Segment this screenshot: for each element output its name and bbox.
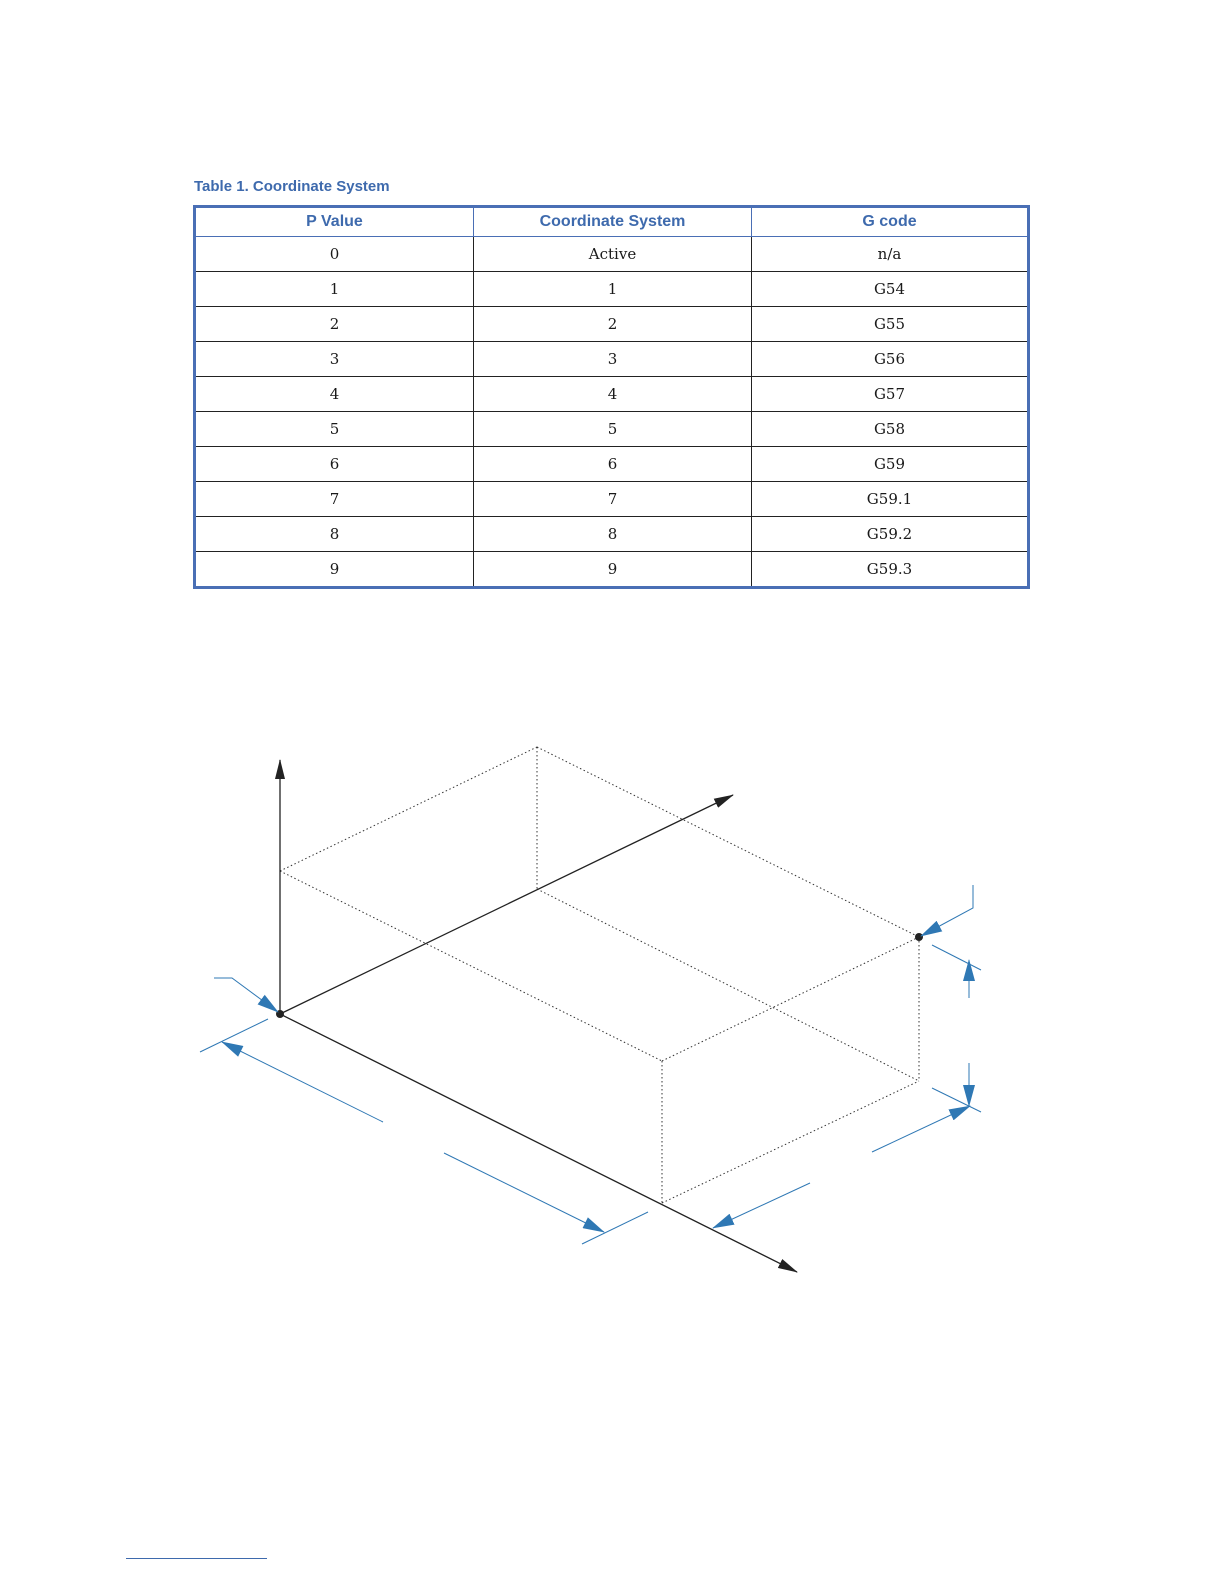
table-row <box>195 307 1029 342</box>
cell-coordinate-system: 6 <box>474 447 752 482</box>
cell-g-code: G59.2 <box>752 517 1029 552</box>
cell-g-code: G59.1 <box>752 482 1029 517</box>
table-row <box>195 377 1029 412</box>
table-row <box>195 447 1029 482</box>
leader-corner <box>921 885 973 936</box>
cell-g-code: G55 <box>752 307 1029 342</box>
cell-coordinate-system: 1 <box>474 272 752 307</box>
cell-coordinate-system: 2 <box>474 307 752 342</box>
table-row <box>195 552 1029 588</box>
cell-coordinate-system: 3 <box>474 342 752 377</box>
header-p-value: P Value <box>195 207 474 237</box>
cell-coordinate-system: 5 <box>474 412 752 447</box>
cell-p-value: 4 <box>195 377 474 412</box>
coordinate-box-diagram <box>0 700 1224 1320</box>
table-row <box>195 517 1029 552</box>
cell-coordinate-system: 8 <box>474 517 752 552</box>
table-row <box>195 412 1029 447</box>
cell-g-code: G56 <box>752 342 1029 377</box>
table-row <box>195 237 1029 272</box>
cell-p-value: 8 <box>195 517 474 552</box>
table-header-row <box>195 207 1029 237</box>
box-edges-dotted <box>280 747 919 1203</box>
header-g-code: G code <box>752 207 1029 237</box>
cell-g-code: G59 <box>752 447 1029 482</box>
cell-p-value: 9 <box>195 552 474 588</box>
cell-p-value: 5 <box>195 412 474 447</box>
cell-coordinate-system: Active <box>474 237 752 272</box>
cell-coordinate-system: 4 <box>474 377 752 412</box>
table-row <box>195 482 1029 517</box>
cell-p-value: 7 <box>195 482 474 517</box>
table-row <box>195 272 1029 307</box>
cell-coordinate-system: 9 <box>474 552 752 588</box>
axes <box>280 760 797 1272</box>
dimension-lines <box>200 885 981 1244</box>
table-caption: Table 1. Coordinate System <box>194 178 390 195</box>
cell-g-code: G57 <box>752 377 1029 412</box>
table-row <box>195 342 1029 377</box>
cell-p-value: 2 <box>195 307 474 342</box>
coordinate-system-table <box>193 205 1030 589</box>
cell-g-code: G58 <box>752 412 1029 447</box>
cell-g-code: G54 <box>752 272 1029 307</box>
corner-dot <box>915 933 923 941</box>
cell-p-value: 6 <box>195 447 474 482</box>
cell-p-value: 3 <box>195 342 474 377</box>
axis-arrow-diagonal-up <box>280 795 733 1014</box>
cell-g-code: n/a <box>752 237 1029 272</box>
axis-arrow-diagonal-down <box>280 1014 797 1272</box>
leader-origin <box>214 978 278 1012</box>
cell-coordinate-system: 7 <box>474 482 752 517</box>
cell-p-value: 0 <box>329 245 340 263</box>
footnote-separator <box>126 1558 267 1559</box>
cell-p-value: 1 <box>195 272 474 307</box>
cell-g-code: G59.3 <box>752 552 1029 588</box>
header-coordinate-system: Coordinate System <box>474 207 752 237</box>
